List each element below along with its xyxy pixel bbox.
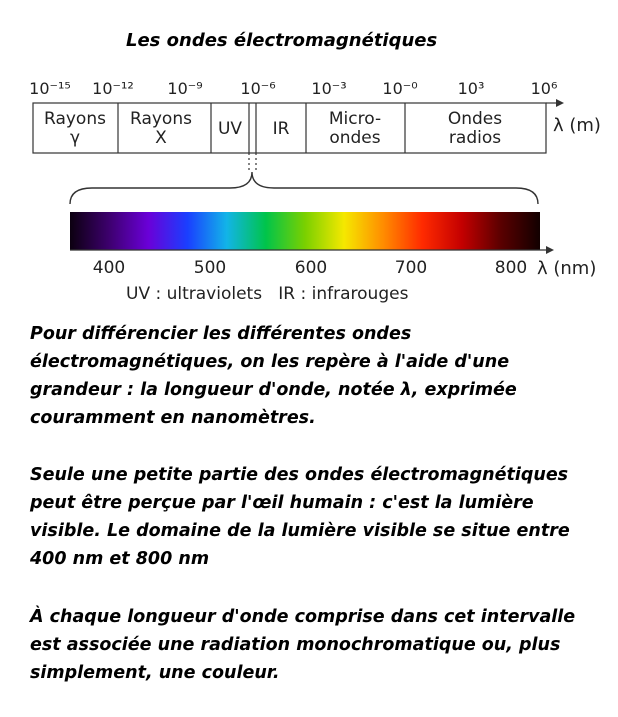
visible-tick: 800 <box>494 258 528 278</box>
visible-tick: 400 <box>92 258 126 278</box>
scale-tick: 10⁻¹⁵ <box>29 79 71 98</box>
scale-tick: 10³ <box>457 79 485 98</box>
legend-text: UV : ultraviolets IR : infrarouges <box>126 284 409 304</box>
scale-tick: 10⁻⁹ <box>167 79 203 98</box>
paragraph-1: Pour différencier les différentes ondes électromagnétiques, on les repère à l'aide d'une grandeur : la longueur d'onde, notée λ, exprimée couramment en nanomètres. <box>30 324 517 428</box>
visible-axis-arrow-head <box>546 246 554 254</box>
band-label-radio-1: Ondes <box>447 109 503 129</box>
axis-arrow-head <box>556 99 564 107</box>
band-label-micro-1: Micro- <box>328 109 382 129</box>
visible-brace <box>70 172 538 204</box>
visible-tick: 500 <box>193 258 227 278</box>
scale-tick: 10⁻³ <box>311 79 347 98</box>
band-label-gamma-2: γ <box>69 128 81 148</box>
visible-axis-unit: λ (nm) <box>537 258 597 279</box>
page-title: Les ondes électromagnétiques <box>126 30 438 51</box>
visible-tick: 700 <box>394 258 428 278</box>
scale-tick: 10⁶ <box>530 79 558 98</box>
em-spectrum-diagram <box>0 60 618 310</box>
axis-unit-top: λ (m) <box>553 115 601 136</box>
band-label-micro-2: ondes <box>329 128 381 148</box>
band-label-x-2: X <box>155 128 167 148</box>
band-label-x-1: Rayons <box>130 109 192 129</box>
scale-tick: 10⁻¹² <box>92 79 134 98</box>
band-label-ir: IR <box>272 119 290 139</box>
paragraph-3: À chaque longueur d'onde comprise dans cet intervalle est associée une radiation monochromatique ou, plus simplement, une couleur. <box>30 607 576 683</box>
band-label-radio-2: radios <box>448 128 502 148</box>
paragraph-2: Seule une petite partie des ondes électromagnétiques peut être perçue par l'œil humain : c'est la lumière visible. Le domaine de la lumière visible se situe entre 400 nm et 800 nm <box>30 465 570 569</box>
scale-tick: 10⁻⁶ <box>240 79 276 98</box>
scale-tick: 10⁻⁰ <box>382 79 418 98</box>
band-label-uv: UV <box>217 119 243 139</box>
visible-spectrum-bar <box>70 212 540 250</box>
visible-tick: 600 <box>294 258 328 278</box>
band-label-gamma-1: Rayons <box>44 109 106 129</box>
